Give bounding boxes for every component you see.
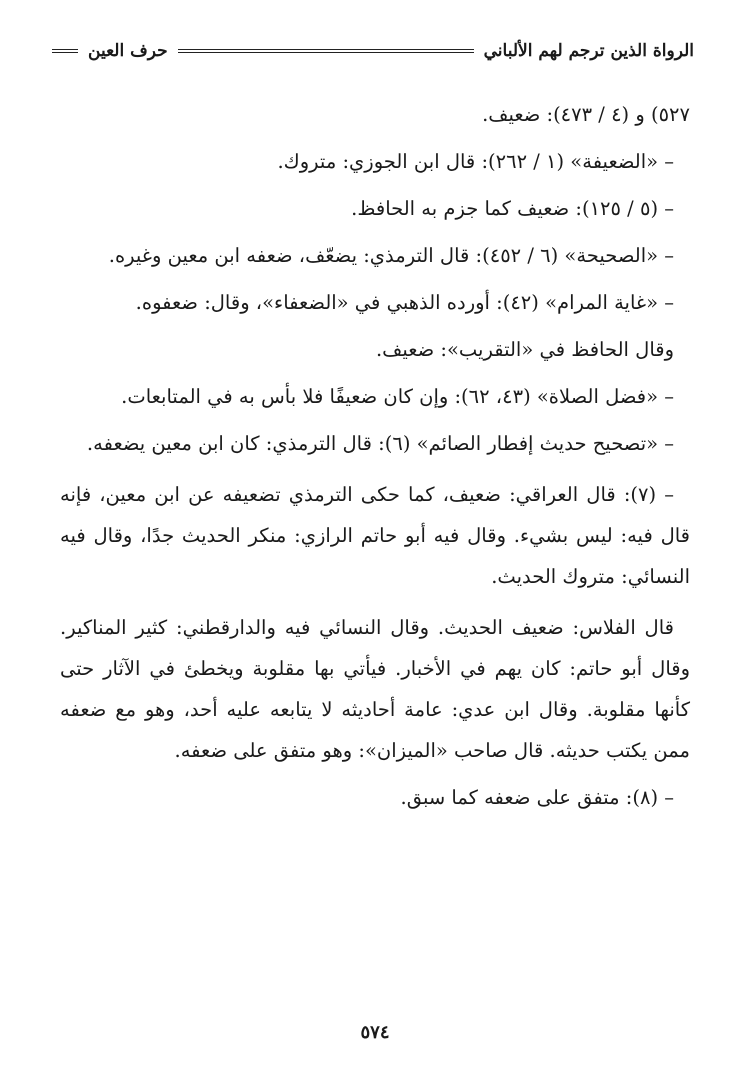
book-title: الرواة الذين ترجم لهم الألباني (483, 41, 694, 61)
paragraph-11: – (٨): متفق على ضعفه كما سبق. (400, 786, 674, 809)
paragraph-4: – «الصحيحة» (٦ / ٤٥٢): قال الترمذي: يضعّف، ضعفه ابن معين وغيره. (108, 244, 674, 267)
paragraph-3: – (٥ / ١٢٥): ضعيف كما جزم به الحافظ. (351, 197, 674, 220)
body-text (60, 94, 690, 824)
paragraph-5: – «غاية المرام» (٤٢): أورده الذهبي في «الضعفاء»، وقال: ضعفوه. (135, 291, 674, 314)
section-title: حرف العين (88, 41, 168, 61)
running-header (52, 36, 694, 66)
paragraph-1: ٥٢٧) و (٤ / ٤٧٣): ضعيف. (482, 103, 690, 126)
paragraph-8: – «تصحيح حديث إفطار الصائم» (٦): قال الترمذي: كان ابن معين يضعفه. (86, 432, 674, 455)
paragraph-7: – «فضل الصلاة» (٤٣، ٦٢): وإن كان ضعيفًا فلا بأس به في المتابعات. (121, 385, 674, 408)
paragraph-6: وقال الحافظ في «التقريب»: ضعيف. (375, 338, 674, 361)
paragraph-10: قال الفلاس: ضعيف الحديث. وقال النسائي فيه والدارقطني: كثير المناكير. وقال أبو حاتم: كان يهم في الأخبار. فيأتي بها مقلوبة ويخطئ في الآثار حتى كأنها مقلوبة. وقال ابن عدي: عامة أحاديثه لا يتابعه عليه أحد، وهو مع ضعفه ممن يكتب حديثه. قال صاحب «الميزان»: وهو متفق على ضعفه. (60, 616, 690, 762)
paragraph-2: – «الضعيفة» (١ / ٢٦٢): قال ابن الجوزي: متروك. (277, 150, 674, 173)
paragraph-9: – (٧): قال العراقي: ضعيف، كما حكى الترمذي تضعيفه عن ابن معين، فإنه قال فيه: ليس بشيء. وقال فيه أبو حاتم الرازي: منكر الحديث جدًا، وقال فيه النسائي: متروك الحديث. (60, 483, 690, 588)
page-number: ٥٧٤ (360, 1022, 390, 1043)
header-rule (178, 49, 474, 53)
header-end-mark (52, 49, 78, 53)
